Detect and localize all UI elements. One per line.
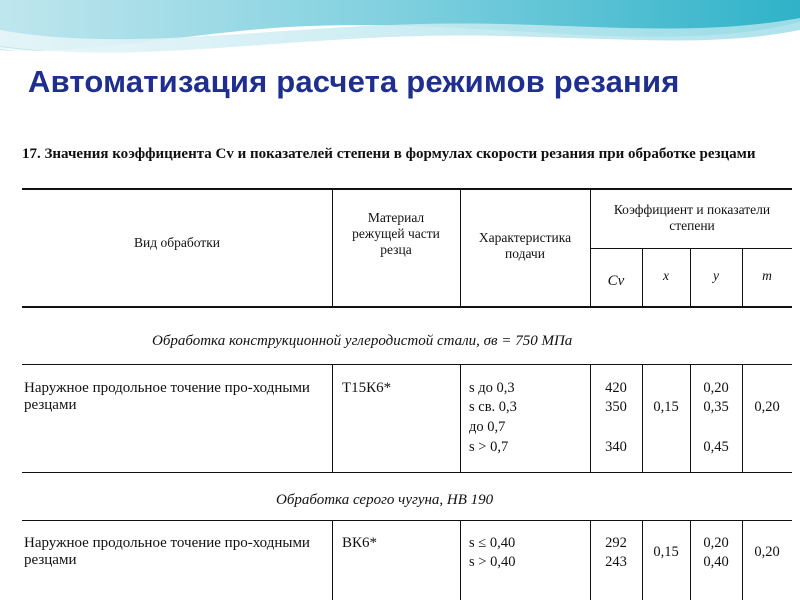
header-m: m	[762, 268, 772, 283]
row-steel-feed-2: s св. 0,3	[469, 399, 517, 415]
vline-r2a	[332, 520, 333, 600]
vline-r1d	[642, 364, 643, 472]
row-steel-kind: Наружное продольное точение про-ходными резцами	[24, 380, 310, 413]
row-iron-x: 0,15	[653, 544, 679, 560]
row-steel-m: 0,20	[754, 399, 780, 415]
header-cv: Cv	[607, 273, 625, 289]
vline-r1f	[742, 364, 743, 472]
section-title-steel: Обработка конструкционной углеродистой стали, σв = 750 МПа	[152, 333, 573, 349]
row-iron-feed-2: s > 0,40	[469, 554, 516, 570]
rule-top	[22, 188, 792, 190]
header-x: x	[663, 268, 669, 283]
header-feed: Характеристика подачи	[478, 230, 572, 261]
vline-r2b	[460, 520, 461, 600]
row-iron-cv-1: 292	[605, 535, 627, 551]
row-steel-material: Т15К6*	[342, 380, 392, 396]
header-material: Материал режущей части резца	[352, 210, 440, 257]
row-iron-y-1: 0,20	[703, 535, 729, 551]
row-steel-y-3: 0,45	[703, 439, 729, 455]
row-iron-feed-1: s ≤ 0,40	[469, 535, 516, 551]
vline-r1b	[460, 364, 461, 472]
row-steel-cv-3: 340	[605, 439, 627, 455]
header-y: y	[713, 268, 719, 283]
row-iron-y-2: 0,40	[703, 554, 729, 570]
rule-header-bottom	[22, 306, 792, 308]
row-iron-kind: Наружное продольное точение про-ходными резцами	[24, 535, 310, 568]
header-kind: Вид обработки	[134, 235, 220, 250]
row-steel-y-2: 0,35	[703, 399, 729, 415]
row-steel-cv-2: 350	[605, 399, 627, 415]
rule-row1-bottom	[22, 472, 792, 473]
section-title-iron: Обработка серого чугуна, НВ 190	[276, 492, 494, 508]
rule-section2-bottom	[22, 520, 792, 521]
slide-title: Автоматизация расчета режимов резания	[28, 64, 680, 99]
vline-r1a	[332, 364, 333, 472]
row-steel-feed-1: s до 0,3	[469, 380, 515, 396]
rule-section1-bottom	[22, 364, 792, 365]
rule-coef-split	[590, 248, 792, 249]
vline-h1	[332, 188, 333, 306]
row-steel-y-1: 0,20	[703, 380, 729, 396]
row-iron-material: ВК6*	[342, 535, 378, 551]
row-steel-x: 0,15	[653, 399, 679, 415]
row-steel-feed-3: до 0,7	[469, 419, 506, 435]
row-steel-feed-4: s > 0,7	[469, 439, 509, 455]
scanned-table	[18, 140, 793, 600]
header-coef-group: Коэффициент и показатели степени	[613, 202, 771, 233]
row-iron-cv-2: 243	[605, 554, 627, 570]
row-steel-cv-1: 420	[605, 380, 627, 396]
vline-h2	[460, 188, 461, 306]
row-iron-m: 0,20	[754, 544, 780, 560]
table-caption: 17. Значения коэффициента Cv и показателей степени в формулах скорости резания при обработке резцами	[22, 146, 756, 162]
